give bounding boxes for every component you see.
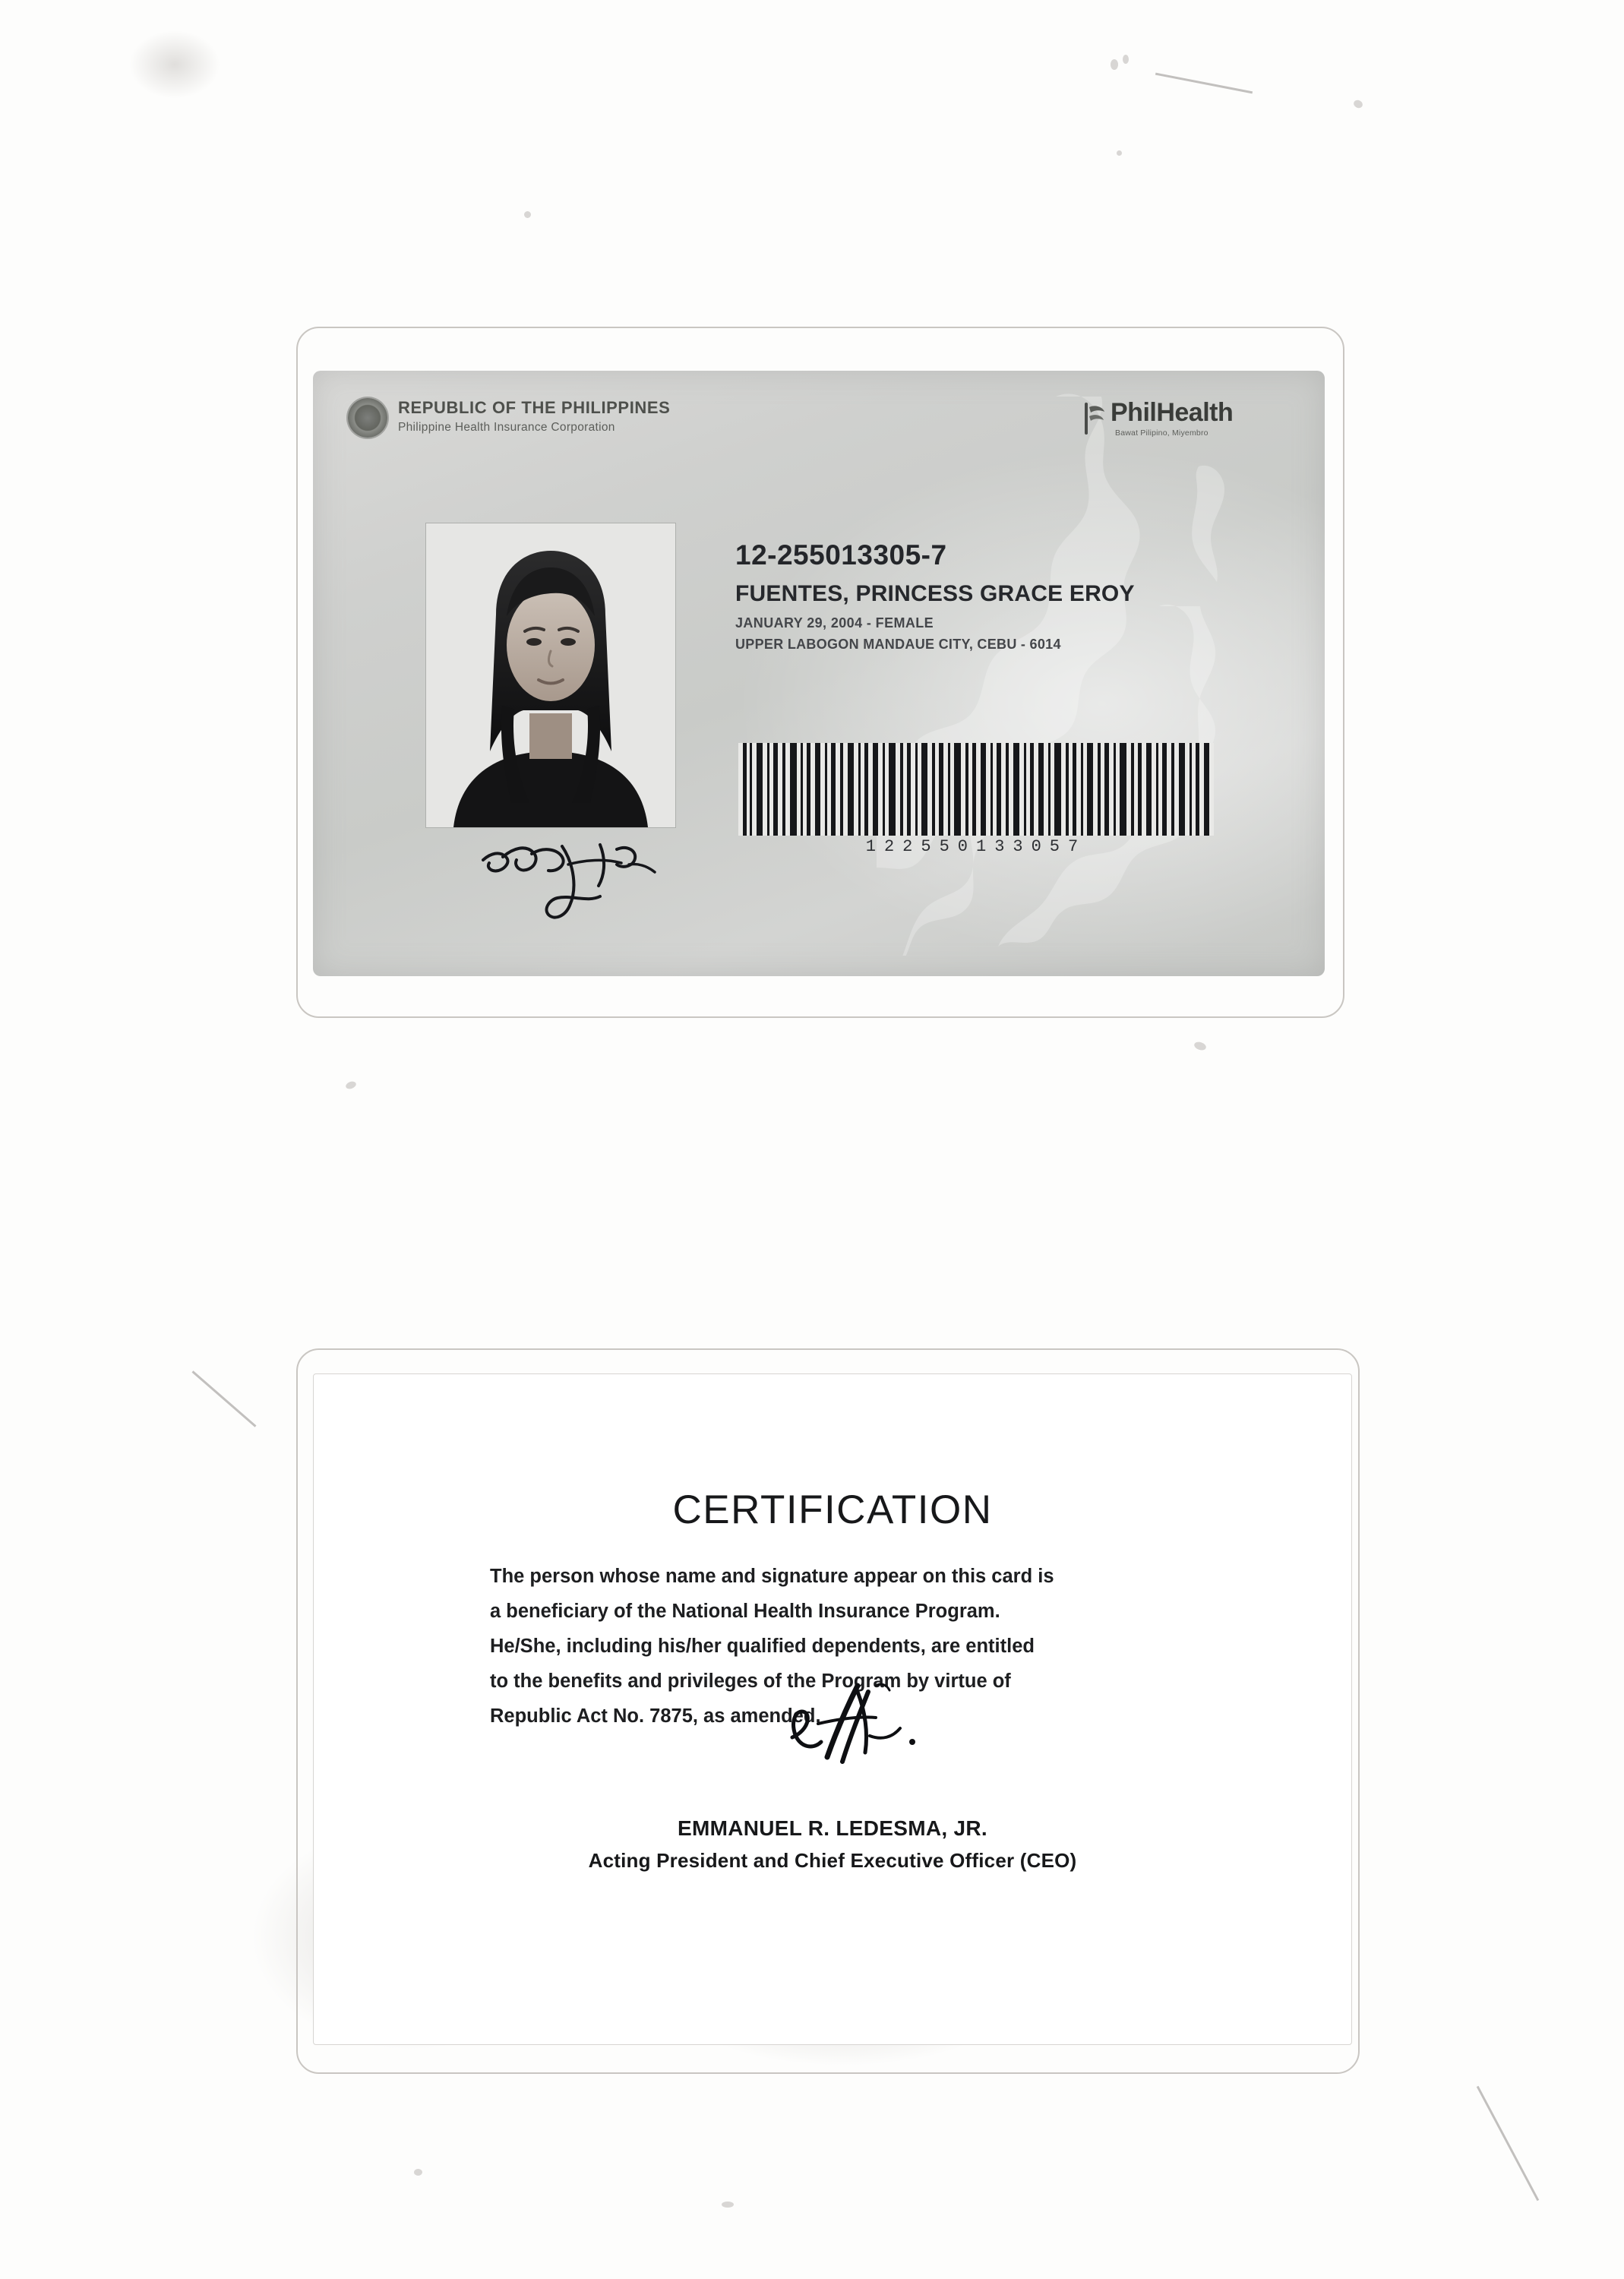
member-name: FUENTES, PRINCESS GRACE EROY bbox=[735, 581, 1135, 606]
barcode-icon bbox=[738, 743, 1214, 836]
philhealth-logo bbox=[1076, 394, 1281, 453]
member-birthdate-sex: JANUARY 29, 2004 - FEMALE bbox=[735, 615, 934, 631]
certification-line: a beneficiary of the National Health Insurance Program. bbox=[490, 1601, 1000, 1622]
member-signature bbox=[472, 827, 670, 925]
philhealth-wordmark: PhilHealth bbox=[1111, 398, 1234, 427]
scan-speck bbox=[1123, 55, 1129, 64]
scan-speck bbox=[1352, 99, 1363, 109]
philhealth-tagline: Bawat Pilipino, Miyembro bbox=[1115, 428, 1209, 438]
scan-speck bbox=[1193, 1041, 1207, 1051]
member-photo bbox=[425, 523, 676, 828]
member-address: UPPER LABOGON MANDAUE CITY, CEBU - 6014 bbox=[735, 637, 1061, 652]
certification-line: to the benefits and privileges of the Program by virtue of bbox=[490, 1671, 1011, 1692]
scan-speck bbox=[1117, 150, 1122, 156]
scan-speck bbox=[414, 2169, 422, 2176]
id-card-back bbox=[313, 1373, 1352, 2045]
card-front-header bbox=[348, 397, 1294, 457]
scan-speck bbox=[722, 2202, 734, 2208]
scan-speck bbox=[524, 211, 531, 218]
certification-title: CERTIFICATION bbox=[672, 1487, 993, 1532]
ceo-title: Acting President and Chief Executive Officer (CEO) bbox=[588, 1849, 1077, 1872]
scan-speck bbox=[1111, 59, 1118, 70]
pin-number: 12-255013305-7 bbox=[735, 539, 947, 571]
republic-seal-icon bbox=[348, 398, 387, 438]
agency-subtitle: Philippine Health Insurance Corporation bbox=[398, 421, 615, 434]
scan-smudge bbox=[129, 30, 220, 99]
philhealth-mark-icon bbox=[1080, 401, 1107, 436]
ceo-signature bbox=[785, 1678, 967, 1784]
republic-title: REPUBLIC OF THE PHILIPPINES bbox=[398, 398, 671, 417]
scan-hairline bbox=[192, 1370, 257, 1427]
id-card-front bbox=[313, 371, 1325, 976]
scan-hairline bbox=[1155, 73, 1253, 94]
barcode-digits: 122550133057 bbox=[865, 837, 1087, 856]
certification-line: He/She, including his/her qualified dependents, are entitled bbox=[490, 1636, 1035, 1657]
barcode-block bbox=[738, 743, 1214, 872]
scan-speck bbox=[345, 1080, 357, 1090]
scan-hairline bbox=[1477, 2086, 1539, 2202]
certification-line: The person whose name and signature appear on this card is bbox=[490, 1566, 1054, 1587]
certification-line: Republic Act No. 7875, as amended. bbox=[490, 1705, 821, 1727]
ceo-name: EMMANUEL R. LEDESMA, JR. bbox=[677, 1816, 988, 1840]
